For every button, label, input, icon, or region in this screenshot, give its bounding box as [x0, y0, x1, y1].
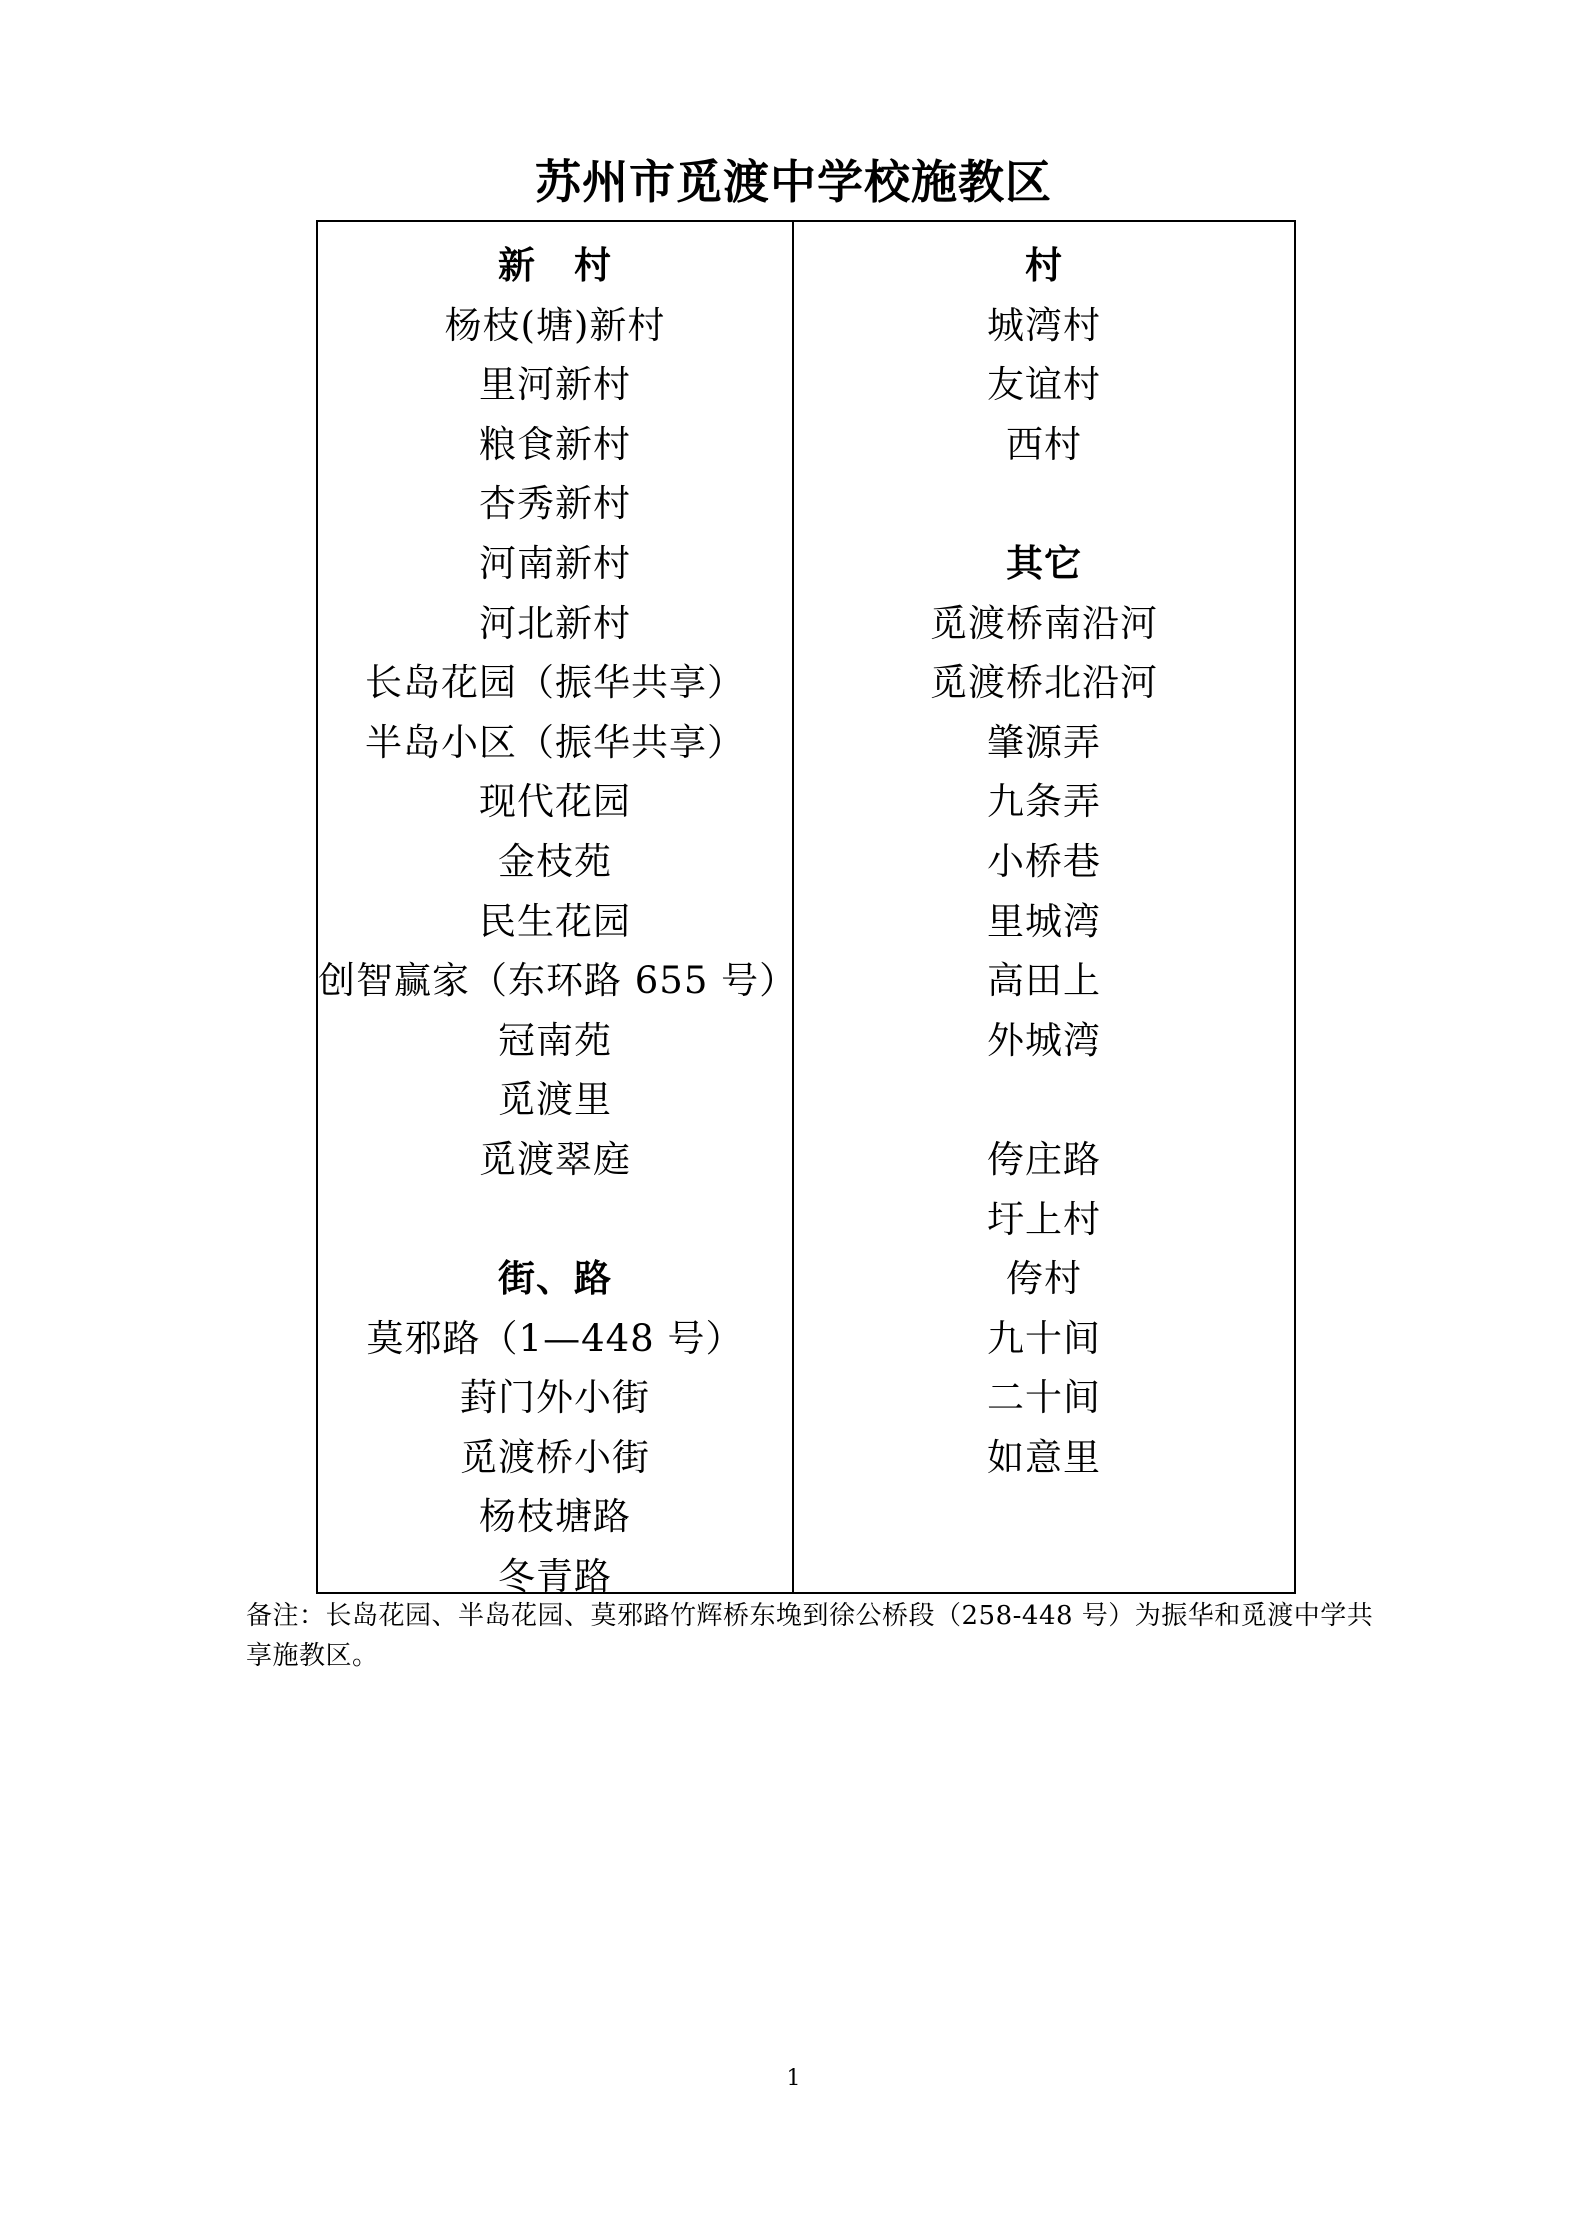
- right-column-entry: 九十间: [987, 1316, 1101, 1360]
- right-column-entry: 友谊村: [987, 363, 1101, 407]
- left-column-entry: 粮食新村: [479, 422, 631, 466]
- page-number: 1: [786, 2066, 801, 2091]
- left-column-entry: 觅渡桥小街: [460, 1435, 650, 1479]
- left-column-entry: 创智赢家（东环路 655 号）: [318, 959, 798, 1003]
- left-column-heading: 街、路: [498, 1256, 612, 1301]
- page-title: 苏州市觅渡中学校施教区: [535, 155, 1052, 209]
- right-column-entry: 圩上村: [987, 1197, 1101, 1241]
- school-district-table: [316, 220, 1296, 1599]
- left-column-entry: 杨枝塘路: [479, 1495, 631, 1539]
- footnote: 备注：长岛花园、半岛花园、莫邪路竹辉桥东堍到徐公桥段（258-448 号）为振华和觅渡中学共享施教区。: [246, 1601, 1374, 1671]
- right-column-heading: 其它: [1006, 540, 1082, 585]
- left-column-entry: 莫邪路（1—448 号）: [366, 1316, 744, 1360]
- right-column-entry: 侉庄路: [987, 1137, 1101, 1181]
- left-column: [318, 222, 798, 1599]
- left-column-entry: 半岛小区（振华共享）: [365, 720, 745, 764]
- left-column-entry: 觅渡里: [498, 1078, 612, 1122]
- right-column-entry: 城湾村: [987, 303, 1101, 347]
- left-column-entry: 觅渡翠庭: [479, 1137, 631, 1181]
- right-column-entry: 二十间: [987, 1376, 1101, 1420]
- left-column-entry: 冠南苑: [498, 1018, 612, 1062]
- right-column-entry: 九条弄: [987, 780, 1101, 824]
- right-column-entry: 觅渡桥南沿河: [930, 601, 1158, 645]
- left-column-entry: 里河新村: [479, 363, 631, 407]
- right-column-entry: 外城湾: [987, 1018, 1101, 1062]
- right-column-entry: 侉村: [1006, 1257, 1082, 1301]
- left-column-entry: 葑门外小街: [460, 1376, 650, 1420]
- left-column-entry: 冬青路: [498, 1555, 612, 1599]
- left-column-entry: 河南新村: [479, 541, 631, 585]
- left-column-entry: 河北新村: [479, 601, 631, 645]
- right-column-entry: 小桥巷: [987, 839, 1101, 883]
- right-column-spacer: [794, 1070, 1294, 1130]
- right-column: [794, 222, 1294, 1592]
- left-column-spacer: [318, 1190, 792, 1250]
- right-column-entry: 西村: [1006, 422, 1082, 466]
- right-column-spacer: [794, 474, 1294, 534]
- right-column-entry: 里城湾: [987, 899, 1101, 943]
- right-column-entry: 肇源弄: [987, 720, 1101, 764]
- left-column-entry: 金枝苑: [498, 839, 612, 883]
- right-column-heading: 村: [1025, 243, 1063, 287]
- left-column-heading: 新 村: [498, 243, 612, 287]
- left-column-entry: 长岛花园（振华共享）: [365, 661, 745, 705]
- right-column-entry: 高田上: [987, 959, 1101, 1003]
- left-column-entry: 杏秀新村: [479, 482, 631, 526]
- left-column-entry: 杨枝(塘)新村: [444, 303, 666, 347]
- right-column-entry: 如意里: [987, 1435, 1101, 1479]
- left-column-entry: 现代花园: [479, 780, 631, 824]
- left-column-entry: 民生花园: [479, 899, 631, 943]
- right-column-entry: 觅渡桥北沿河: [930, 661, 1158, 705]
